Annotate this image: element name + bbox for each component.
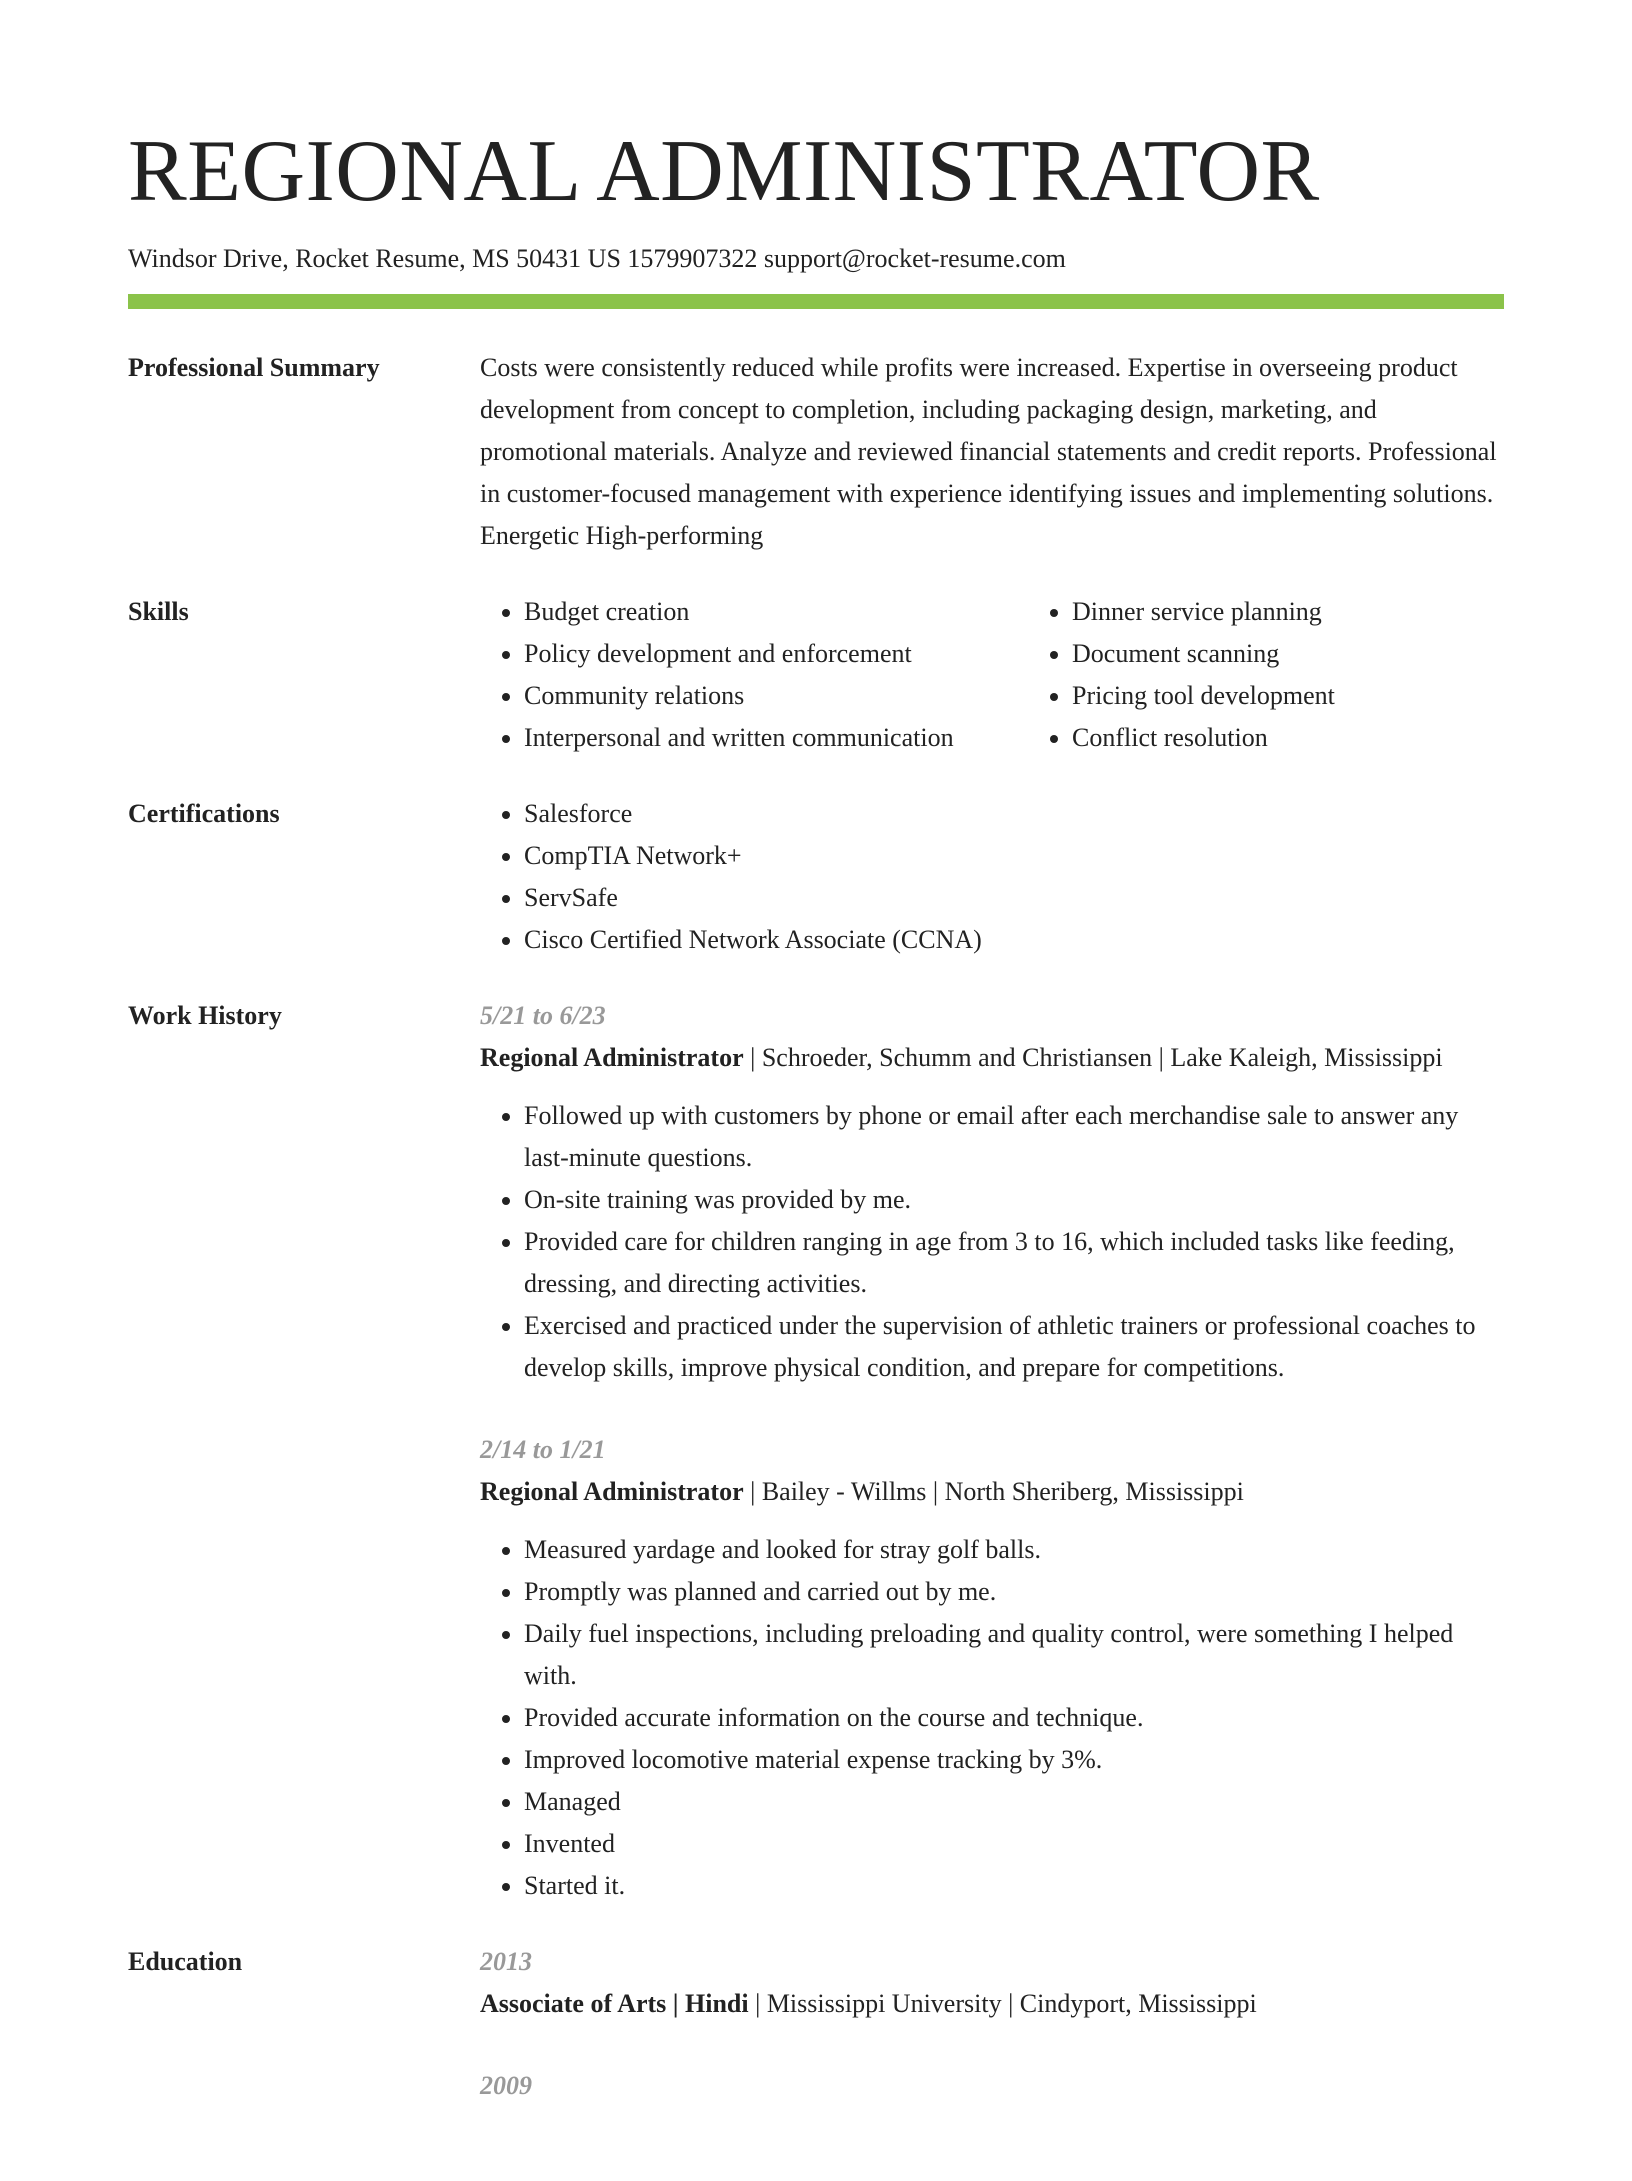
certifications-section	[128, 793, 1504, 961]
certifications-label: Certifications	[128, 799, 280, 828]
certifications-list	[480, 793, 1504, 961]
skills-label: Skills	[128, 597, 189, 626]
job-bullet: • Followed up with customers by phone or email after each merchandise sale to answer any last-minute questions.	[524, 1095, 1504, 1179]
education-entry	[480, 1941, 1504, 2025]
summary-body	[480, 347, 1504, 557]
job-bullets	[480, 1529, 1504, 1907]
job-bullet: • Promptly was planned and carried out by me.	[524, 1571, 1504, 1613]
job-bullet: • Exercised and practiced under the supervision of athletic trainers or professional coaches to develop skills, improve physical condition, and prepare for competitions.	[524, 1305, 1504, 1389]
education-degree: Associate of Arts | Hindi	[480, 1989, 749, 2018]
education-date: 2009	[480, 2071, 532, 2100]
skill-item: • Conflict resolution	[1072, 717, 1576, 759]
job-bullet: • Improved locomotive material expense tracking by 3%.	[524, 1739, 1504, 1781]
skills-section	[128, 591, 1504, 759]
job-bullet: • Provided care for children ranging in age from 3 to 16, which included tasks like feeding, dressing, and directing activities.	[524, 1221, 1504, 1305]
job-bullets	[480, 1095, 1504, 1389]
job-bullet: • Measured yardage and looked for stray golf balls.	[524, 1529, 1504, 1571]
resume-page	[128, 0, 1504, 2181]
job-details: | Schroeder, Schumm and Christiansen | Lake Kaleigh, Mississippi	[743, 1043, 1443, 1072]
job-entry	[480, 1429, 1504, 1907]
skill-item: • Dinner service planning	[1072, 591, 1576, 633]
job-bullet: • Provided accurate information on the course and technique.	[524, 1697, 1504, 1739]
summary-section	[128, 347, 1504, 557]
summary-label: Professional Summary	[128, 353, 380, 382]
education-section	[128, 1941, 1504, 2147]
job-entry	[480, 995, 1504, 1389]
skills-column-2	[1028, 591, 1576, 759]
job-details: | Bailey - Willms | North Sheriberg, Mississippi	[743, 1477, 1244, 1506]
skill-item: • Budget creation	[524, 591, 1028, 633]
education-label: Education	[128, 1947, 243, 1976]
skill-item: • Pricing tool development	[1072, 675, 1576, 717]
certification-item: • Salesforce	[524, 793, 1504, 835]
job-bullet: • Daily fuel inspections, including preloading and quality control, were something I helped with.	[524, 1613, 1504, 1697]
job-date: 2/14 to 1/21	[480, 1435, 606, 1464]
work-history-body	[480, 995, 1504, 1907]
certification-item: • ServSafe	[524, 877, 1504, 919]
job-date: 5/21 to 6/23	[480, 1001, 606, 1030]
work-history-section	[128, 995, 1504, 1907]
certification-item: • Cisco Certified Network Associate (CCNA)	[524, 919, 1504, 961]
header-divider	[128, 294, 1504, 309]
work-history-label: Work History	[128, 1001, 282, 1030]
education-entry	[480, 2065, 1504, 2107]
resume-sections	[128, 347, 1504, 2147]
skills-body	[480, 591, 1576, 759]
certification-item: • CompTIA Network+	[524, 835, 1504, 877]
job-heading	[480, 1037, 1504, 1079]
skill-item: • Community relations	[524, 675, 1028, 717]
education-details: | Mississippi University | Cindyport, Mississippi	[748, 1989, 1257, 2018]
education-body	[480, 1941, 1504, 2147]
skill-item: • Document scanning	[1072, 633, 1576, 675]
skills-column-1	[480, 591, 1028, 759]
job-heading	[480, 1471, 1504, 1513]
job-bullet: • Invented	[524, 1823, 1504, 1865]
job-bullet: • Managed	[524, 1781, 1504, 1823]
summary-text: Costs were consistently reduced while profits were increased. Expertise in overseeing product development from concept to completion, including packaging design, marketing, and promotional materials. Analyze and reviewed financial statements and credit reports. Professional in customer-focused management with experience identifying issues and implementing solutions. Energetic High-performing	[480, 353, 1497, 550]
education-heading	[480, 1983, 1504, 2025]
certifications-body	[480, 793, 1504, 961]
contact-line: Windsor Drive, Rocket Resume, MS 50431 US 1579907322 support@rocket-resume.com	[128, 244, 1066, 273]
skill-item: • Policy development and enforcement	[524, 633, 1028, 675]
candidate-name: REGIONAL ADMINISTRATOR	[128, 123, 1320, 220]
education-date: 2013	[480, 1947, 532, 1976]
job-title: Regional Administrator	[480, 1043, 744, 1072]
job-bullet: • On-site training was provided by me.	[524, 1179, 1504, 1221]
job-title: Regional Administrator	[480, 1477, 744, 1506]
skill-item: • Interpersonal and written communication	[524, 717, 1028, 759]
job-bullet: • Started it.	[524, 1865, 1504, 1907]
